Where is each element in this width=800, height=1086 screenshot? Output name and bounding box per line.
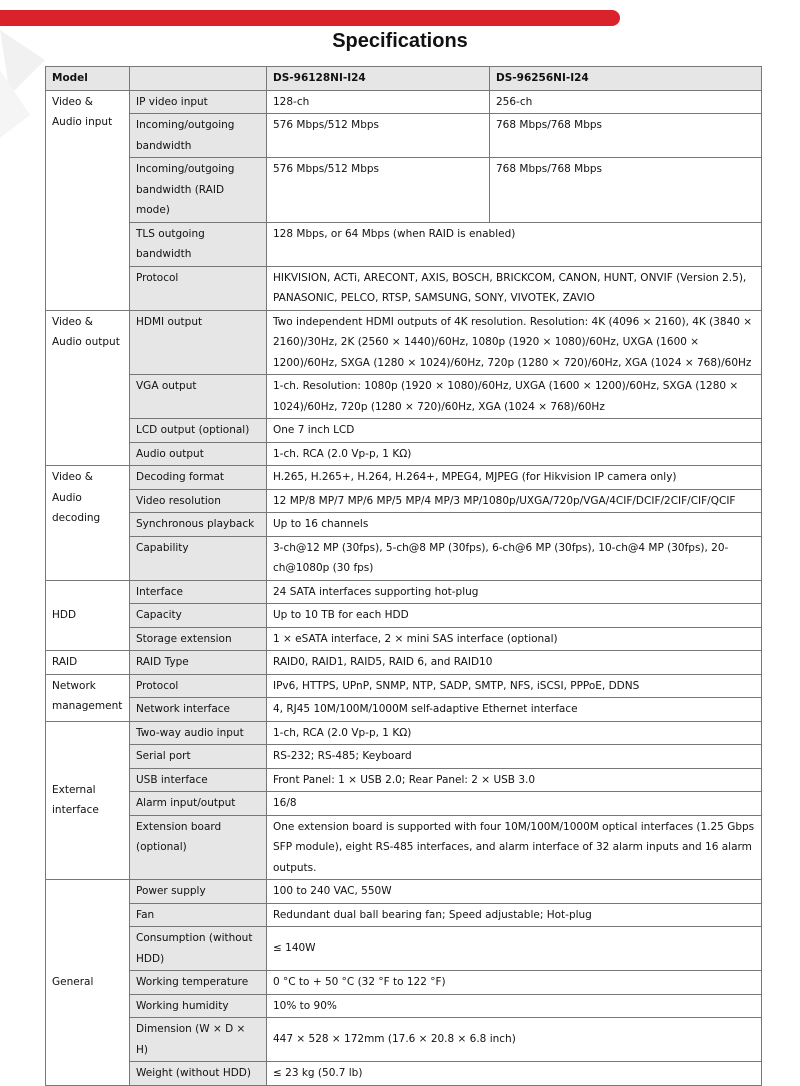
category-network-management: Network management — [46, 674, 130, 721]
spec-label: Interface — [130, 580, 267, 604]
spec-label: TLS outgoing bandwidth — [130, 222, 267, 266]
spec-label: Working humidity — [130, 994, 267, 1018]
spec-value: One extension board is supported with four 10M/100M/1000M optical interfaces (1.25 Gbps SFP module), eight RS-485 interfaces, and alarm interface of 32 alarm inputs and 16 alarm outputs. — [267, 815, 762, 880]
spec-value: 128 Mbps, or 64 Mbps (when RAID is enabled) — [267, 222, 762, 266]
spec-row — [46, 880, 762, 904]
spec-value: 3-ch@12 MP (30fps), 5-ch@8 MP (30fps), 6-ch@6 MP (30fps), 10-ch@4 MP (30fps), 20-ch@1080p (30 fps) — [267, 536, 762, 580]
category-video-audio-input: Video & Audio input — [46, 90, 130, 310]
spec-label: Incoming/outgoing bandwidth (RAID mode) — [130, 158, 267, 223]
spec-row — [46, 466, 762, 490]
spec-row — [46, 1062, 762, 1086]
spec-row — [46, 310, 762, 375]
spec-row — [46, 768, 762, 792]
spec-row — [46, 721, 762, 745]
model-a-header: DS-96128NI-I24 — [267, 67, 490, 91]
spec-row — [46, 158, 762, 223]
spec-row — [46, 114, 762, 158]
spec-row — [46, 222, 762, 266]
spec-value: 100 to 240 VAC, 550W — [267, 880, 762, 904]
spec-row — [46, 489, 762, 513]
spec-label: VGA output — [130, 375, 267, 419]
spec-value: Up to 16 channels — [267, 513, 762, 537]
spec-label: Dimension (W × D × H) — [130, 1018, 267, 1062]
header-blank — [130, 67, 267, 91]
spec-label: Extension board (optional) — [130, 815, 267, 880]
spec-row — [46, 419, 762, 443]
spec-value: 1-ch. RCA (2.0 Vp-p, 1 KΩ) — [267, 442, 762, 466]
spec-label: Storage extension — [130, 627, 267, 651]
spec-row — [46, 698, 762, 722]
spec-row — [46, 994, 762, 1018]
spec-label: Network interface — [130, 698, 267, 722]
spec-row — [46, 1018, 762, 1062]
spec-value: Front Panel: 1 × USB 2.0; Rear Panel: 2 × USB 3.0 — [267, 768, 762, 792]
spec-label: Power supply — [130, 880, 267, 904]
spec-value: ≤ 23 kg (50.7 lb) — [267, 1062, 762, 1086]
spec-value: 1-ch, RCA (2.0 Vp-p, 1 KΩ) — [267, 721, 762, 745]
spec-label: LCD output (optional) — [130, 419, 267, 443]
spec-value: 1 × eSATA interface, 2 × mini SAS interface (optional) — [267, 627, 762, 651]
category-video-audio-output: Video & Audio output — [46, 310, 130, 466]
spec-label: Capacity — [130, 604, 267, 628]
category-hdd: HDD — [46, 580, 130, 651]
header-row — [46, 67, 762, 91]
spec-value: RAID0, RAID1, RAID5, RAID 6, and RAID10 — [267, 651, 762, 675]
spec-label: Fan — [130, 903, 267, 927]
spec-label: Incoming/outgoing bandwidth — [130, 114, 267, 158]
spec-row — [46, 90, 762, 114]
spec-value: 12 MP/8 MP/7 MP/6 MP/5 MP/4 MP/3 MP/1080p/UXGA/720p/VGA/4CIF/DCIF/2CIF/CIF/QCIF — [267, 489, 762, 513]
spec-value: RS-232; RS-485; Keyboard — [267, 745, 762, 769]
specifications-table — [45, 66, 762, 1086]
spec-label: IP video input — [130, 90, 267, 114]
spec-row — [46, 580, 762, 604]
spec-label: Serial port — [130, 745, 267, 769]
spec-value: One 7 inch LCD — [267, 419, 762, 443]
spec-row — [46, 745, 762, 769]
spec-value: HIKVISION, ACTi, ARECONT, AXIS, BOSCH, BRICKCOM, CANON, HUNT, ONVIF (Version 2.5), PANASONIC, PELCO, RTSP, SAMSUNG, SONY, VIVOTEK, ZAVIO — [267, 266, 762, 310]
spec-row — [46, 674, 762, 698]
spec-value: Up to 10 TB for each HDD — [267, 604, 762, 628]
spec-label: USB interface — [130, 768, 267, 792]
spec-label: Synchronous playback — [130, 513, 267, 537]
spec-label: RAID Type — [130, 651, 267, 675]
spec-row — [46, 536, 762, 580]
spec-value-a: 128-ch — [267, 90, 490, 114]
spec-value-a: 576 Mbps/512 Mbps — [267, 114, 490, 158]
spec-value: IPv6, HTTPS, UPnP, SNMP, NTP, SADP, SMTP, NFS, iSCSI, PPPoE, DDNS — [267, 674, 762, 698]
spec-value-a: 576 Mbps/512 Mbps — [267, 158, 490, 223]
spec-label: Working temperature — [130, 971, 267, 995]
category-video-audio-decoding: Video & Audio decoding — [46, 466, 130, 581]
model-b-header: DS-96256NI-I24 — [490, 67, 762, 91]
spec-row — [46, 792, 762, 816]
spec-value: 16/8 — [267, 792, 762, 816]
spec-value: H.265, H.265+, H.264, H.264+, MPEG4, MJPEG (for Hikvision IP camera only) — [267, 466, 762, 490]
page-title: Specifications — [332, 30, 468, 52]
spec-label: Decoding format — [130, 466, 267, 490]
spec-label: Alarm input/output — [130, 792, 267, 816]
spec-label: Protocol — [130, 266, 267, 310]
spec-value: 1-ch. Resolution: 1080p (1920 × 1080)/60Hz, UXGA (1600 × 1200)/60Hz, SXGA (1280 × 1024)/60Hz, 720p (1280 × 720)/60Hz, XGA (1024 × 768)/60Hz — [267, 375, 762, 419]
spec-row — [46, 815, 762, 880]
spec-value-b: 768 Mbps/768 Mbps — [490, 158, 762, 223]
spec-row — [46, 927, 762, 971]
spec-row — [46, 266, 762, 310]
spec-label: Capability — [130, 536, 267, 580]
spec-value: 24 SATA interfaces supporting hot-plug — [267, 580, 762, 604]
spec-value: 4, RJ45 10M/100M/1000M self-adaptive Ethernet interface — [267, 698, 762, 722]
spec-row — [46, 627, 762, 651]
spec-row — [46, 903, 762, 927]
spec-label: HDMI output — [130, 310, 267, 375]
spec-row — [46, 375, 762, 419]
spec-value: Redundant dual ball bearing fan; Speed adjustable; Hot-plug — [267, 903, 762, 927]
spec-value: 10% to 90% — [267, 994, 762, 1018]
spec-row — [46, 971, 762, 995]
spec-value: ≤ 140W — [267, 927, 762, 971]
spec-label: Two-way audio input — [130, 721, 267, 745]
category-raid: RAID — [46, 651, 130, 675]
spec-value-b: 256-ch — [490, 90, 762, 114]
spec-label: Audio output — [130, 442, 267, 466]
spec-label: Video resolution — [130, 489, 267, 513]
spec-row — [46, 442, 762, 466]
header-red-bar — [0, 10, 620, 26]
spec-value: 447 × 528 × 172mm (17.6 × 20.8 × 6.8 inch) — [267, 1018, 762, 1062]
spec-row — [46, 651, 762, 675]
category-general: General — [46, 880, 130, 1086]
spec-row — [46, 604, 762, 628]
spec-row — [46, 513, 762, 537]
category-external-interface: External interface — [46, 721, 130, 880]
spec-value: Two independent HDMI outputs of 4K resolution. Resolution: 4K (4096 × 2160), 4K (3840 × 2160)/30Hz, 2K (2560 × 1440)/60Hz, 1080p (1920 × 1080)/60Hz, UXGA (1600 × 1200)/60Hz, SXGA (1280 × 1024)/60Hz, 720p (1280 × 720)/60Hz, XGA (1024 × 768)/60Hz — [267, 310, 762, 375]
spec-value: 0 °C to + 50 °C (32 °F to 122 °F) — [267, 971, 762, 995]
spec-label: Consumption (without HDD) — [130, 927, 267, 971]
spec-label: Weight (without HDD) — [130, 1062, 267, 1086]
model-label: Model — [46, 67, 130, 91]
spec-value-b: 768 Mbps/768 Mbps — [490, 114, 762, 158]
spec-label: Protocol — [130, 674, 267, 698]
